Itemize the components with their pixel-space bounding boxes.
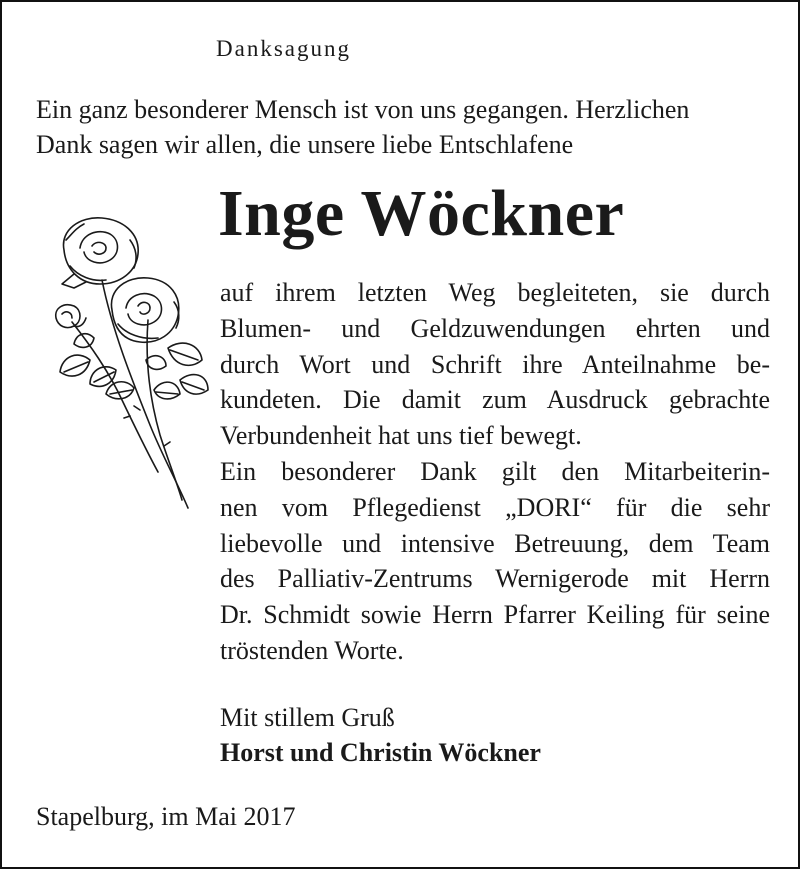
body-line: durch Wort und Schrift ihre Anteilnahme be- <box>220 349 770 379</box>
intro-line: Dank sagen wir allen, die unsere liebe Entschlafene <box>36 130 574 159</box>
deceased-name: Inge Wöckner <box>218 177 625 250</box>
body-line: Dr. Schmidt sowie Herrn Pfarrer Keiling für seine <box>220 600 770 630</box>
intro-paragraph <box>36 92 776 162</box>
body-paragraph <box>220 275 770 669</box>
signatories: Horst und Christin Wöckner <box>220 738 541 767</box>
body-line: des Palliativ-Zentrums Wernigerode mit Herrn <box>220 564 770 594</box>
body-line: tröstenden Worte. <box>220 635 404 665</box>
rose-illustration-icon <box>50 210 210 510</box>
body-line: Ein besonderer Dank gilt den Mitarbeiterin- <box>220 456 770 486</box>
body-line: nen vom Pflegedienst „DORI“ für die sehr <box>220 492 770 522</box>
intro-line: Ein ganz besonderer Mensch ist von uns gegangen. Herzlichen <box>36 95 690 124</box>
body-line: liebevolle und intensive Betreuung, dem Team <box>220 528 770 558</box>
body-line: Blumen- und Geldzuwendungen ehrten und <box>220 313 770 343</box>
body-line: Verbundenheit hat uns tief bewegt. <box>220 421 582 451</box>
closing-greeting: Mit stillem Gruß <box>220 703 395 732</box>
place-date: Stapelburg, im Mai 2017 <box>36 802 296 831</box>
notice-heading: Danksagung <box>216 36 351 61</box>
body-line: kundeten. Die damit zum Ausdruck gebrachte <box>220 385 770 415</box>
body-line: auf ihrem letzten Weg begleiteten, sie durch <box>220 278 770 307</box>
